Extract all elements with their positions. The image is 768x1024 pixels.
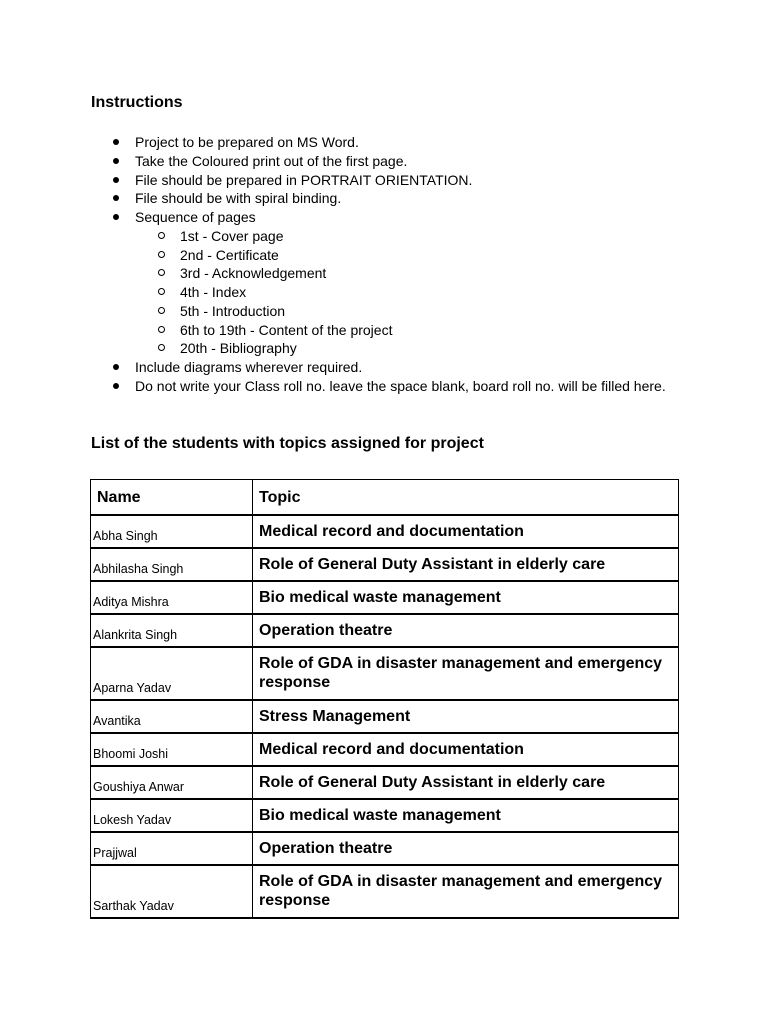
list-item [91,133,666,152]
sub-list-item [135,283,666,302]
list-item-text: Do not write your Class roll no. leave the space blank, board roll no. will be filled here. [135,377,666,394]
sub-list-item [135,264,666,283]
project-topic: Operation theatre [253,832,679,865]
project-topic: Operation theatre [253,614,679,647]
sub-list-item [135,227,666,246]
sub-list-item [135,339,666,358]
table-row [91,515,679,548]
project-topic: Role of General Duty Assistant in elderly care [253,548,679,581]
project-topic: Stress Management [253,700,679,733]
list-item-text: Take the Coloured print out of the first page. [135,152,408,169]
table-row [91,548,679,581]
sub-list-item [135,246,666,265]
instructions-heading: Instructions [91,94,183,111]
page-sequence-list [135,227,666,358]
student-name: Bhoomi Joshi [91,733,253,766]
project-topic: Medical record and documentation [253,515,679,548]
project-topic: Role of GDA in disaster management and emergency response [253,865,679,918]
bullet-dot-icon [113,139,119,145]
sub-list-item [135,321,666,340]
project-topic: Role of General Duty Assistant in elderly care [253,766,679,799]
table-row [91,865,679,918]
student-name: Goushiya Anwar [91,766,253,799]
list-item-text: File should be with spiral binding. [135,190,342,207]
sub-list-item-text: 6th to 19th - Content of the project [180,321,393,338]
bullet-dot-icon [113,195,119,201]
student-name: Prajjwal [91,832,253,865]
student-name: Aparna Yadav [91,647,253,700]
list-item-text: Project to be prepared on MS Word. [135,134,359,150]
sub-list-item-text: 1st - Cover page [180,227,284,244]
sub-list-item-text: 3rd - Acknowledgement [180,265,327,282]
project-topic: Role of GDA in disaster management and emergency response [253,647,679,700]
student-name: Abha Singh [91,515,253,548]
bullet-dot-icon [113,177,119,183]
list-item-text: File should be prepared in PORTRAIT ORIENTATION. [135,171,473,188]
hollow-bullet-icon [158,288,165,295]
table-header-row [91,480,679,515]
table-row [91,647,679,700]
student-name: Avantika [91,700,253,733]
student-name: Aditya Mishra [91,581,253,614]
hollow-bullet-icon [158,251,165,258]
list-item [91,189,666,208]
list-item-text: Include diagrams wherever required. [135,359,363,375]
table-row [91,799,679,832]
bullet-dot-icon [113,158,119,164]
sub-list-item-text: 4th - Index [180,284,247,300]
students-list-heading: List of the students with topics assigned for project [91,435,484,452]
student-name: Abhilasha Singh [91,548,253,581]
sub-list-item-text: 2nd - Certificate [180,246,279,263]
project-topic: Bio medical waste management [253,799,679,832]
instructions-list [91,133,666,396]
table-row [91,700,679,733]
hollow-bullet-icon [158,307,165,314]
bullet-dot-icon [113,383,119,389]
column-header-name: Name [91,480,253,515]
students-topics-table [90,479,679,919]
table-row [91,733,679,766]
list-item [91,208,666,358]
sub-list-item-text: 5th - Introduction [180,302,286,319]
list-item [91,358,666,377]
hollow-bullet-icon [158,232,165,239]
table-row [91,614,679,647]
student-name: Alankrita Singh [91,614,253,647]
hollow-bullet-icon [158,344,165,351]
hollow-bullet-icon [158,269,165,276]
bullet-dot-icon [113,364,119,370]
bullet-dot-icon [113,214,119,220]
student-name: Sarthak Yadav [91,865,253,918]
sub-list-item-text: 20th - Bibliography [180,340,297,357]
student-name: Lokesh Yadav [91,799,253,832]
list-item [91,152,666,171]
project-topic: Medical record and documentation [253,733,679,766]
list-item [91,171,666,190]
project-topic: Bio medical waste management [253,581,679,614]
table-row [91,581,679,614]
list-item [91,377,666,396]
table-row [91,832,679,865]
hollow-bullet-icon [158,326,165,333]
list-item-text: Sequence of pages [135,209,256,225]
table-row [91,766,679,799]
column-header-topic: Topic [253,480,679,515]
sub-list-item [135,302,666,321]
